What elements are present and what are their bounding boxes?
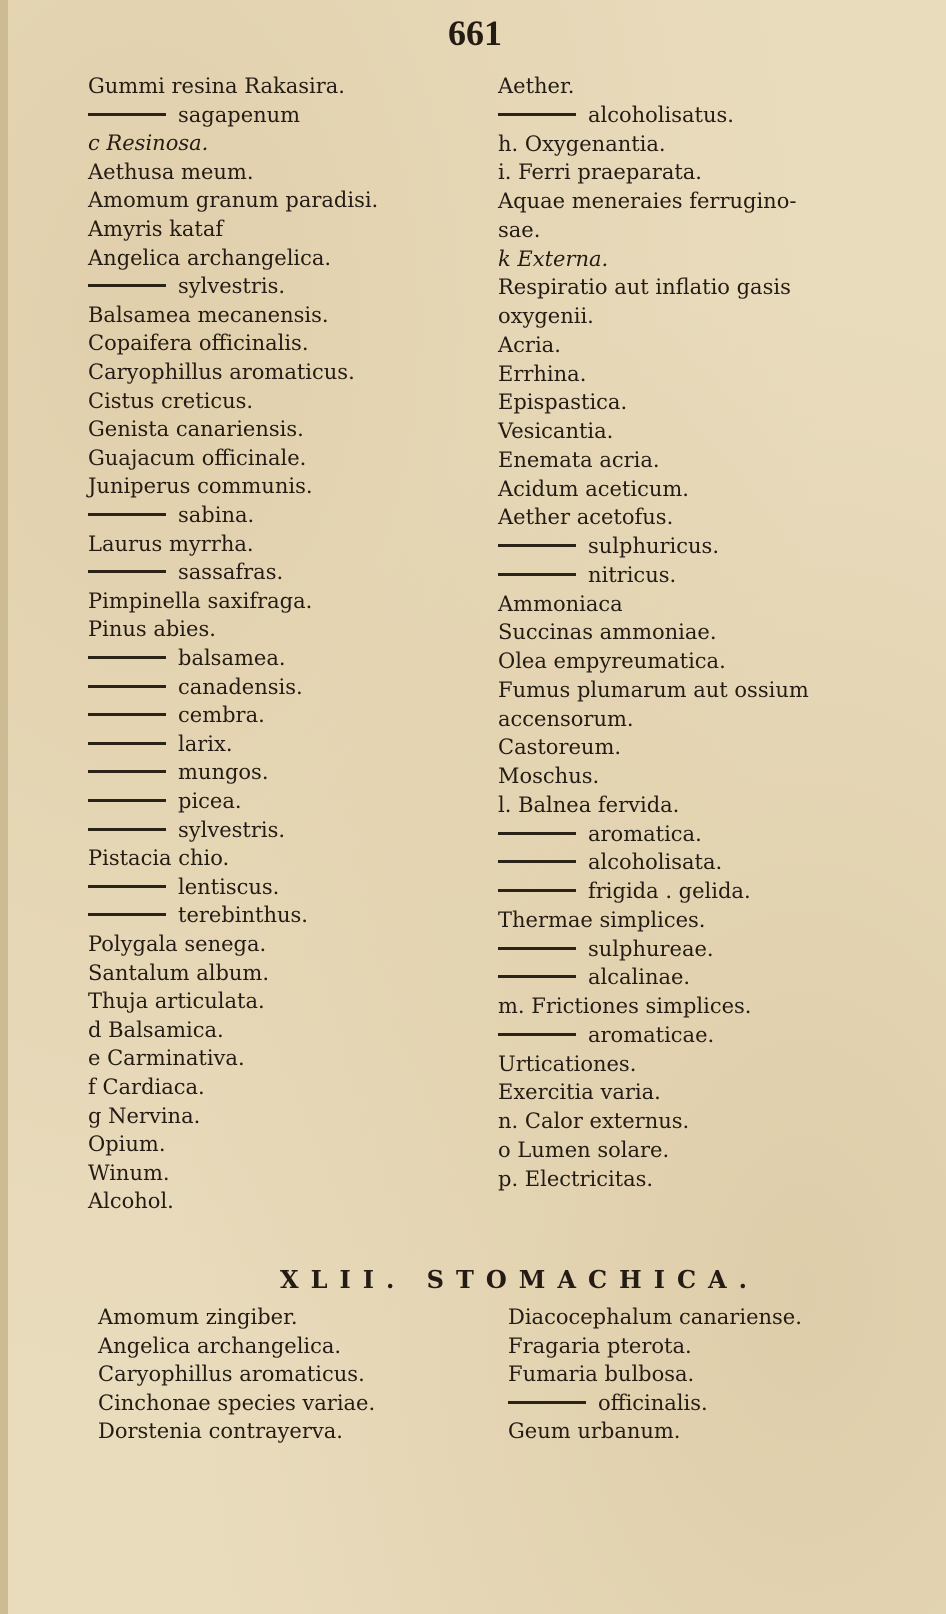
- stomachica-left-entry: [98, 1393, 375, 1414]
- entry-text: Aether.: [498, 74, 575, 98]
- entry-text: Acria.: [498, 333, 561, 357]
- entry-text: h. Oxygenantia.: [498, 132, 666, 156]
- left-entry: [88, 305, 329, 326]
- entry-text: nitricus.: [588, 563, 677, 587]
- ditto-dash: [88, 885, 166, 888]
- left-entry: [88, 1048, 245, 1069]
- entry-text: i. Ferri praeparata.: [498, 160, 702, 184]
- entry-text: terebinthus.: [178, 903, 308, 927]
- right-entry: [498, 536, 719, 557]
- entry-text: sylvestris.: [178, 274, 286, 298]
- left-entry: [88, 248, 331, 269]
- entry-text: officinalis.: [598, 1391, 708, 1415]
- entry-text: Exercitia varia.: [498, 1080, 661, 1104]
- right-entry: [498, 852, 722, 873]
- entry-text: Aquae meneraies ferrugino-: [498, 189, 797, 213]
- left-entry: [88, 591, 312, 612]
- left-entry: [88, 1134, 166, 1155]
- entry-text: Amomum zingiber.: [98, 1305, 298, 1329]
- entry-text: Santalum album.: [88, 961, 270, 985]
- right-entry: [498, 1140, 669, 1161]
- left-entry: [88, 219, 223, 240]
- left-entry: [88, 333, 309, 354]
- left-entry: [88, 648, 286, 669]
- ditto-dash: [498, 832, 576, 835]
- entry-text: Geum urbanum.: [508, 1419, 681, 1443]
- left-entry: [88, 276, 285, 297]
- left-entry: [88, 362, 355, 383]
- entry-text: balsamea.: [178, 646, 286, 670]
- right-entry: [498, 507, 673, 528]
- entry-text: Cistus creticus.: [88, 389, 254, 413]
- left-entry: [88, 133, 208, 154]
- entry-text: d Balsamica.: [88, 1018, 224, 1042]
- left-entry: [88, 562, 283, 583]
- right-entry: [498, 594, 623, 615]
- entry-text: Castoreum.: [498, 735, 622, 759]
- entry-text: c Resinosa.: [88, 131, 209, 155]
- right-entry: [498, 1025, 714, 1046]
- right-entry: [498, 910, 705, 931]
- ditto-dash: [88, 799, 166, 802]
- entry-text: k Externa.: [498, 247, 609, 271]
- entry-text: Respiratio aut inflatio gasis: [498, 275, 791, 299]
- stomachica-right-entry: [508, 1364, 694, 1385]
- entry-text: Fragaria pterota.: [508, 1334, 692, 1358]
- entry-text: n. Calor externus.: [498, 1109, 690, 1133]
- right-entry: [498, 967, 690, 988]
- ditto-dash: [88, 913, 166, 916]
- left-entry: [88, 934, 266, 955]
- left-entry: [88, 419, 304, 440]
- entry-text: Winum.: [88, 1161, 170, 1185]
- right-entry: [498, 364, 586, 385]
- left-entry: [88, 476, 313, 497]
- entry-text: Pistacia chio.: [88, 846, 230, 870]
- right-entry: [498, 766, 599, 787]
- right-entry: [498, 306, 594, 327]
- entry-text: Amyris kataf: [88, 217, 224, 241]
- entry-text: oxygenii.: [498, 304, 594, 328]
- left-entry: [88, 619, 216, 640]
- entry-text: l. Balnea fervida.: [498, 793, 680, 817]
- entry-text: Angelica archangelica.: [88, 246, 332, 270]
- right-entry: [498, 162, 702, 183]
- entry-text: frigida . gelida.: [588, 879, 751, 903]
- ditto-dash: [88, 284, 166, 287]
- entry-text: Thuja articulata.: [88, 989, 265, 1013]
- entry-text: Aether acetofus.: [498, 505, 674, 529]
- entry-text: Acidum aceticum.: [498, 477, 689, 501]
- page-number: 661: [448, 13, 502, 53]
- stomachica-left-entry: [98, 1364, 365, 1385]
- right-entry: [498, 1169, 653, 1190]
- entry-text: o Lumen solare.: [498, 1138, 670, 1162]
- right-entry: [498, 1111, 689, 1132]
- right-entry: [498, 939, 714, 960]
- entry-text: Copaifera officinalis.: [88, 331, 309, 355]
- right-entry: [498, 881, 751, 902]
- entry-text: Alcohol.: [88, 1189, 174, 1213]
- ditto-dash: [498, 1033, 576, 1036]
- right-entry: [498, 335, 561, 356]
- left-entry: [88, 762, 269, 783]
- left-entry: [88, 734, 233, 755]
- left-entry: [88, 791, 242, 812]
- left-entry: [88, 1191, 174, 1212]
- ditto-dash: [498, 889, 576, 892]
- left-entry: [88, 905, 308, 926]
- right-entry: [498, 1054, 636, 1075]
- stomachica-left-entry: [98, 1421, 343, 1442]
- entry-text: larix.: [178, 732, 233, 756]
- right-entry: [498, 76, 574, 97]
- right-entry: [498, 565, 676, 586]
- ditto-dash: [88, 713, 166, 716]
- entry-text: g Nervina.: [88, 1104, 201, 1128]
- entry-text: sulphuricus.: [588, 534, 720, 558]
- entry-text: Ammoniaca: [498, 592, 623, 616]
- ditto-dash: [498, 544, 576, 547]
- entry-text: Thermae simplices.: [498, 908, 706, 932]
- ditto-dash: [88, 570, 166, 573]
- entry-text: aromatica.: [588, 822, 702, 846]
- entry-text: Genista canariensis.: [88, 417, 304, 441]
- entry-text: Polygala senega.: [88, 932, 267, 956]
- entry-text: sassafras.: [178, 560, 284, 584]
- left-entry: [88, 677, 303, 698]
- left-entry: [88, 1106, 200, 1127]
- entry-text: sylvestris.: [178, 818, 286, 842]
- left-entry: [88, 963, 269, 984]
- right-entry: [498, 277, 791, 298]
- left-entry: [88, 877, 279, 898]
- section-title: XLII. STOMACHICA.: [280, 1265, 760, 1294]
- ditto-dash: [88, 685, 166, 688]
- entry-text: e Carminativa.: [88, 1046, 245, 1070]
- right-entry: [498, 191, 796, 212]
- entry-text: Pinus abies.: [88, 617, 216, 641]
- ditto-dash: [508, 1401, 586, 1404]
- left-entry: [88, 162, 254, 183]
- ditto-dash: [498, 975, 576, 978]
- entry-text: Vesicantia.: [498, 419, 614, 443]
- right-entry: [498, 680, 809, 701]
- entry-text: sagapenum: [178, 103, 301, 127]
- left-entry: [88, 76, 345, 97]
- entry-text: Pimpinella saxifraga.: [88, 589, 313, 613]
- entry-text: sae.: [498, 218, 541, 242]
- right-entry: [498, 105, 734, 126]
- entry-text: mungos.: [178, 760, 269, 784]
- entry-text: canadensis.: [178, 675, 303, 699]
- entry-text: Caryophillus aromaticus.: [98, 1362, 365, 1386]
- right-entry: [498, 1082, 661, 1103]
- entry-text: Opium.: [88, 1132, 166, 1156]
- right-entry: [498, 220, 540, 241]
- entry-text: Gummi resina Rakasira.: [88, 74, 345, 98]
- entry-text: Fumaria bulbosa.: [508, 1362, 695, 1386]
- right-entry: [498, 622, 717, 643]
- left-entry: [88, 848, 229, 869]
- ditto-dash: [498, 860, 576, 863]
- entry-text: cembra.: [178, 703, 265, 727]
- ditto-dash: [88, 513, 166, 516]
- entry-text: Cinchonae species variae.: [98, 1391, 376, 1415]
- entry-text: accensorum.: [498, 707, 634, 731]
- ditto-dash: [498, 947, 576, 950]
- right-entry: [498, 249, 608, 270]
- stomachica-right-entry: [508, 1336, 692, 1357]
- left-entry: [88, 1020, 224, 1041]
- entry-text: Aethusa meum.: [88, 160, 254, 184]
- ditto-dash: [88, 770, 166, 773]
- stomachica-right-entry: [508, 1307, 802, 1328]
- entry-text: Laurus myrrha.: [88, 532, 254, 556]
- entry-text: Caryophillus aromaticus.: [88, 360, 355, 384]
- left-entry: [88, 1077, 205, 1098]
- left-entry: [88, 820, 285, 841]
- right-entry: [498, 421, 613, 442]
- ditto-dash: [498, 113, 576, 116]
- entry-text: Olea empyreumatica.: [498, 649, 726, 673]
- entry-text: aromaticae.: [588, 1023, 715, 1047]
- entry-text: Enemata acria.: [498, 448, 660, 472]
- ditto-dash: [88, 656, 166, 659]
- page-edge: [0, 0, 8, 1614]
- right-entry: [498, 479, 689, 500]
- right-entry: [498, 824, 702, 845]
- right-entry: [498, 450, 660, 471]
- right-entry: [498, 392, 627, 413]
- entry-text: Amomum granum paradisi.: [88, 188, 379, 212]
- entry-text: Dorstenia contrayerva.: [98, 1419, 343, 1443]
- entry-text: Guajacum officinale.: [88, 446, 307, 470]
- right-entry: [498, 737, 621, 758]
- entry-text: alcalinae.: [588, 965, 691, 989]
- entry-text: f Cardiaca.: [88, 1075, 205, 1099]
- ditto-dash: [88, 113, 166, 116]
- stomachica-right-entry: [508, 1393, 708, 1414]
- entry-text: lentiscus.: [178, 875, 280, 899]
- right-entry: [498, 996, 751, 1017]
- left-entry: [88, 105, 300, 126]
- entry-text: Moschus.: [498, 764, 600, 788]
- entry-text: Succinas ammoniae.: [498, 620, 717, 644]
- entry-text: Fumus plumarum aut ossium: [498, 678, 809, 702]
- right-entry: [498, 651, 726, 672]
- stomachica-left-entry: [98, 1307, 298, 1328]
- entry-text: alcoholisatus.: [588, 103, 734, 127]
- entry-text: picea.: [178, 789, 242, 813]
- entry-text: alcoholisata.: [588, 850, 723, 874]
- entry-text: p. Electricitas.: [498, 1167, 654, 1191]
- ditto-dash: [88, 828, 166, 831]
- right-entry: [498, 134, 666, 155]
- stomachica-right-entry: [508, 1421, 680, 1442]
- right-entry: [498, 795, 679, 816]
- entry-text: Balsamea mecanensis.: [88, 303, 329, 327]
- entry-text: Epispastica.: [498, 390, 628, 414]
- left-entry: [88, 991, 265, 1012]
- left-entry: [88, 534, 254, 555]
- entry-text: Diacocephalum canariense.: [508, 1305, 802, 1329]
- entry-text: Urticationes.: [498, 1052, 637, 1076]
- left-entry: [88, 391, 253, 412]
- ditto-dash: [88, 742, 166, 745]
- stomachica-left-entry: [98, 1336, 341, 1357]
- left-entry: [88, 190, 378, 211]
- entry-text: m. Frictiones simplices.: [498, 994, 752, 1018]
- left-entry: [88, 1163, 170, 1184]
- ditto-dash: [498, 573, 576, 576]
- left-entry: [88, 705, 265, 726]
- entry-text: sabina.: [178, 503, 255, 527]
- entry-text: Juniperus communis.: [88, 474, 313, 498]
- entry-text: sulphureae.: [588, 937, 714, 961]
- left-entry: [88, 505, 254, 526]
- left-entry: [88, 448, 306, 469]
- entry-text: Errhina.: [498, 362, 587, 386]
- entry-text: Angelica archangelica.: [98, 1334, 342, 1358]
- right-entry: [498, 709, 634, 730]
